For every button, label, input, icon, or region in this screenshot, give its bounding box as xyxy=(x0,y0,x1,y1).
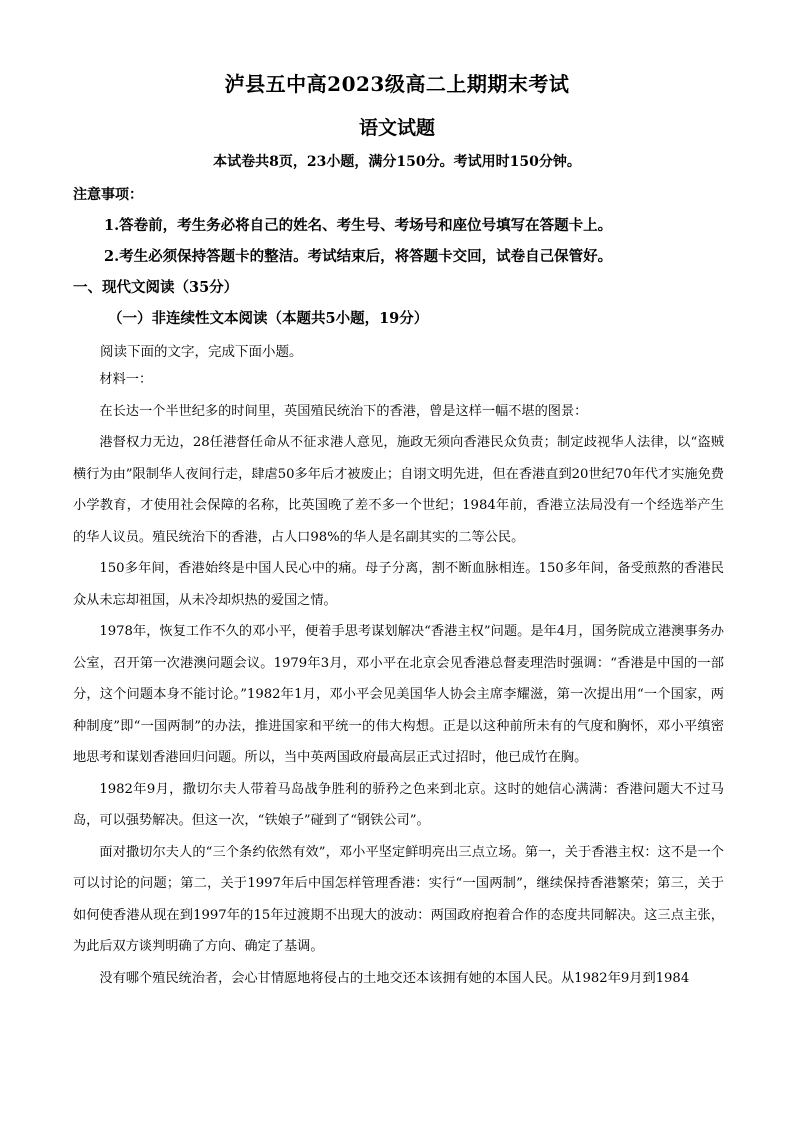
paragraph: 没有哪个殖民统治者，会心甘情愿地将侵占的土地交还本该拥有她的本国人民。从1982年9月到1984 xyxy=(99,970,690,986)
paragraph: 1982年9月，撒切尔夫人带着马岛战争胜利的骄矜之色来到北京。这时的她信心满满：香港问题大不过马岛，可以强势解决。但这一次，“铁娘子”碰到了“钢铁公司”。 xyxy=(73,781,724,828)
sub-section-heading: （一）非连续性文本阅读（本题共5小题，19分） xyxy=(108,310,429,327)
material-body xyxy=(73,364,724,994)
paragraph: 港督权力无边，28任港督任命从不征求港人意见，施政无须向香港民众负责；制定歧视华人法律，以“盗贼横行为由”限制华人夜间行走，肆虐50多年后才被废止；自诩文明先进，但在香港直到20世纪70年代才实施免费小学教育，才使用社会保障的名称，比英国晚了差不多一个世纪；1984年前，香港立法局没有一个经选举产生的华人议员。殖民统治下的香港，占人口98%的华人是名副其实的二等公民。 xyxy=(73,435,724,545)
paragraph: 在长达一个半世纪多的时间里，英国殖民统治下的香港，曾是这样一幅不堪的图景： xyxy=(99,403,588,419)
paragraph: 面对撒切尔夫人的“三个条约依然有效”，邓小平坚定鲜明亮出三点立场。第一，关于香港主权：这不是一个可以讨论的问题；第二，关于1997年后中国怎样管理香港：实行“一国两制”，继续保持香港繁荣；第三，关于如何使香港从现在到1997年的15年过渡期不出现大的波动：两国政府抱着合作的态度共同解决。这三点主张，为此后双方谈判明确了方向、确定了基调。 xyxy=(73,844,724,954)
notes-item-2: 2.考生必须保持答题卡的整洁。考试结束后，将答题卡交回，试卷自己保管好。 xyxy=(104,248,613,265)
exam-title: 泸县五中高2023级高二上期期末考试 xyxy=(224,72,570,96)
material-label: 材料一： xyxy=(99,372,153,387)
notes-item-1: 1.答卷前，考生务必将自己的姓名、考生号、考场号和座位号填写在答题卡上。 xyxy=(104,217,613,234)
paragraph: 1978年，恢复工作不久的邓小平，便着手思考谋划解决“香港主权”问题。是年4月，国务院成立港澳事务办公室，召开第一次港澳问题会议。1979年3月，邓小平在北京会见香港总督麦理浩时强调：“香港是中国的一部分，这个问题本身不能讨论。”1982年1月，邓小平会见美国华人协会主席李耀滋，第一次提出用“一个国家，两种制度”即“一国两制”的办法，推进国家和平统一的伟大构想。正是以这种前所未有的气度和胸怀，邓小平缜密地思考和谋划香港回归问题。所以，当中英两国政府最高层正式过招时，他已成竹在胸。 xyxy=(73,624,724,765)
notes-heading: 注意事项： xyxy=(73,187,143,203)
exam-info: 本试卷共8页，23小题，满分150分。考试用时150分钟。 xyxy=(213,154,581,170)
paragraph: 150多年间，香港始终是中国人民心中的痛。母子分离，割不断血脉相连。150多年间，备受煎熬的香港民众从未忘却祖国，从未冷却炽热的爱国之情。 xyxy=(73,561,724,608)
section-heading: 一、现代文阅读（35分） xyxy=(73,279,239,296)
subject-title: 语文试题 xyxy=(358,117,435,139)
reading-instruction: 阅读下面的文字，完成下面小题。 xyxy=(100,344,303,360)
